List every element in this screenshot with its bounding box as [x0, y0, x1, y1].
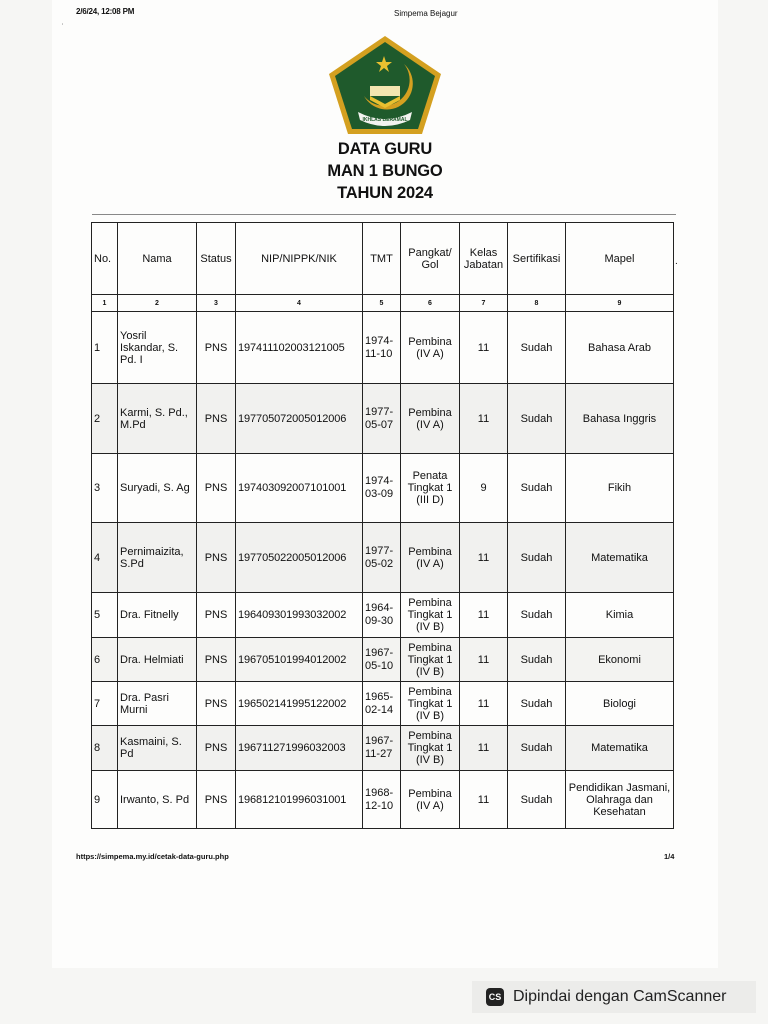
- cell-pangkat: Pembina Tingkat 1 (IV B): [401, 593, 460, 638]
- cell-mapel: Ekonomi: [566, 638, 674, 682]
- cell-pangkat: Pembina (IV A): [401, 312, 460, 384]
- cell-nip: 197403092007101001: [236, 454, 363, 523]
- table-row: [92, 454, 674, 523]
- cell-kelas: 11: [460, 523, 508, 593]
- cell-sertifikasi: Sudah: [508, 682, 566, 726]
- trailing-mark: .: [675, 256, 678, 267]
- site-title: Simpema Bejagur: [394, 9, 458, 18]
- cell-nip: 196711271996032003: [236, 726, 363, 771]
- column-number: 1: [92, 295, 118, 312]
- column-number: 5: [363, 295, 401, 312]
- camscanner-label: Dipindai dengan CamScanner: [513, 988, 727, 1005]
- cell-kelas: 9: [460, 454, 508, 523]
- cell-tmt: 1974-03-09: [363, 454, 401, 523]
- cell-tmt: 1965-02-14: [363, 682, 401, 726]
- footer-url: https://simpema.my.id/cetak-data-guru.php: [76, 852, 229, 861]
- cell-kelas: 11: [460, 771, 508, 829]
- cell-mapel: Bahasa Arab: [566, 312, 674, 384]
- table-row: [92, 726, 674, 771]
- cell-kelas: 11: [460, 384, 508, 454]
- table-row: [92, 523, 674, 593]
- cell-tmt: 1964-09-30: [363, 593, 401, 638]
- cell-pangkat: Pembina Tingkat 1 (IV B): [401, 638, 460, 682]
- cell-mapel: Matematika: [566, 726, 674, 771]
- cell-tmt: 1977-05-02: [363, 523, 401, 593]
- cell-nip: 197705022005012006: [236, 523, 363, 593]
- cell-tmt: 1977-05-07: [363, 384, 401, 454]
- cell-pangkat: Pembina Tingkat 1 (IV B): [401, 682, 460, 726]
- cell-nip: 197705072005012006: [236, 384, 363, 454]
- print-datetime: 2/6/24, 12:08 PM: [76, 7, 135, 16]
- teacher-table: [91, 222, 674, 829]
- header-mapel: Mapel: [566, 223, 674, 295]
- cell-nip: 196812101996031001: [236, 771, 363, 829]
- cell-nama: Yosril Iskandar, S. Pd. I: [118, 312, 197, 384]
- table-row: [92, 771, 674, 829]
- cell-nama: Dra. Fitnelly: [118, 593, 197, 638]
- cell-pangkat: Penata Tingkat 1 (III D): [401, 454, 460, 523]
- cell-pangkat: Pembina Tingkat 1 (IV B): [401, 726, 460, 771]
- cell-nip: 196409301993032002: [236, 593, 363, 638]
- column-number: 8: [508, 295, 566, 312]
- cell-kelas: 11: [460, 682, 508, 726]
- cell-nama: Dra. Helmiati: [118, 638, 197, 682]
- cell-no: 1: [92, 312, 118, 384]
- cell-status: PNS: [197, 771, 236, 829]
- header-no: No.: [92, 223, 118, 295]
- camscanner-icon: CS: [486, 988, 504, 1006]
- title-line-1: DATA GURU: [337, 140, 433, 158]
- cell-nama: Irwanto, S. Pd: [118, 771, 197, 829]
- cell-no: 2: [92, 384, 118, 454]
- cell-no: 6: [92, 638, 118, 682]
- cell-sertifikasi: Sudah: [508, 638, 566, 682]
- cell-pangkat: Pembina (IV A): [401, 384, 460, 454]
- cell-sertifikasi: Sudah: [508, 726, 566, 771]
- cell-tmt: 1974-11-10: [363, 312, 401, 384]
- cell-kelas: 11: [460, 593, 508, 638]
- header-tmt: TMT: [363, 223, 401, 295]
- cell-mapel: Biologi: [566, 682, 674, 726]
- cell-nama: Suryadi, S. Ag: [118, 454, 197, 523]
- column-number: 7: [460, 295, 508, 312]
- cell-mapel: Kimia: [566, 593, 674, 638]
- camscanner-badge: [472, 981, 756, 1013]
- column-number-row: [92, 295, 674, 312]
- page-number: 1/4: [664, 852, 675, 861]
- cell-mapel: Bahasa Inggris: [566, 384, 674, 454]
- cell-no: 3: [92, 454, 118, 523]
- column-number: 4: [236, 295, 363, 312]
- stray-mark: ʼ: [62, 24, 64, 30]
- header-nip: NIP/NIPPK/NIK: [236, 223, 363, 295]
- header-status: Status: [197, 223, 236, 295]
- cell-nip: 197411102003121005: [236, 312, 363, 384]
- column-number: 6: [401, 295, 460, 312]
- cell-kelas: 11: [460, 726, 508, 771]
- logo-ribbon-text: IKHLAS BERAMAL: [362, 117, 408, 123]
- cell-nama: Dra. Pasri Murni: [118, 682, 197, 726]
- cell-tmt: 1968-12-10: [363, 771, 401, 829]
- cell-sertifikasi: Sudah: [508, 771, 566, 829]
- cell-pangkat: Pembina (IV A): [401, 523, 460, 593]
- cell-no: 4: [92, 523, 118, 593]
- cell-tmt: 1967-11-27: [363, 726, 401, 771]
- cell-kelas: 11: [460, 312, 508, 384]
- cell-sertifikasi: Sudah: [508, 384, 566, 454]
- cell-mapel: Pendidikan Jasmani, Olahraga dan Kesehatan: [566, 771, 674, 829]
- cell-no: 9: [92, 771, 118, 829]
- title-line-3: TAHUN 2024: [337, 184, 433, 202]
- table-row: [92, 638, 674, 682]
- document-title: [285, 138, 485, 204]
- cell-status: PNS: [197, 523, 236, 593]
- table-row: [92, 682, 674, 726]
- cell-status: PNS: [197, 638, 236, 682]
- table-header-row: [92, 223, 674, 295]
- cell-status: PNS: [197, 384, 236, 454]
- cell-no: 8: [92, 726, 118, 771]
- cell-status: PNS: [197, 454, 236, 523]
- cell-status: PNS: [197, 726, 236, 771]
- cell-tmt: 1967-05-10: [363, 638, 401, 682]
- cell-mapel: Matematika: [566, 523, 674, 593]
- cell-status: PNS: [197, 312, 236, 384]
- header-pangkat: Pangkat/ Gol: [401, 223, 460, 295]
- cell-no: 7: [92, 682, 118, 726]
- cell-sertifikasi: Sudah: [508, 523, 566, 593]
- cell-pangkat: Pembina (IV A): [401, 771, 460, 829]
- cell-mapel: Fikih: [566, 454, 674, 523]
- header-nama: Nama: [118, 223, 197, 295]
- cell-nama: Pernimaizita, S.Pd: [118, 523, 197, 593]
- header-sertifikasi: Sertifikasi: [508, 223, 566, 295]
- column-number: 2: [118, 295, 197, 312]
- cell-nama: Kasmaini, S. Pd: [118, 726, 197, 771]
- cell-sertifikasi: Sudah: [508, 454, 566, 523]
- column-number: 3: [197, 295, 236, 312]
- kemenag-emblem-icon: [326, 34, 444, 136]
- cell-nip: 196502141995122002: [236, 682, 363, 726]
- cell-no: 5: [92, 593, 118, 638]
- header-kelas: Kelas Jabatan: [460, 223, 508, 295]
- table-row: [92, 384, 674, 454]
- divider-line: [92, 214, 676, 215]
- cell-sertifikasi: Sudah: [508, 312, 566, 384]
- cell-nip: 196705101994012002: [236, 638, 363, 682]
- title-line-2: MAN 1 BUNGO: [327, 162, 443, 180]
- cell-nama: Karmi, S. Pd., M.Pd: [118, 384, 197, 454]
- cell-status: PNS: [197, 593, 236, 638]
- cell-sertifikasi: Sudah: [508, 593, 566, 638]
- table-row: [92, 312, 674, 384]
- cell-kelas: 11: [460, 638, 508, 682]
- column-number: 9: [566, 295, 674, 312]
- table-row: [92, 593, 674, 638]
- cell-status: PNS: [197, 682, 236, 726]
